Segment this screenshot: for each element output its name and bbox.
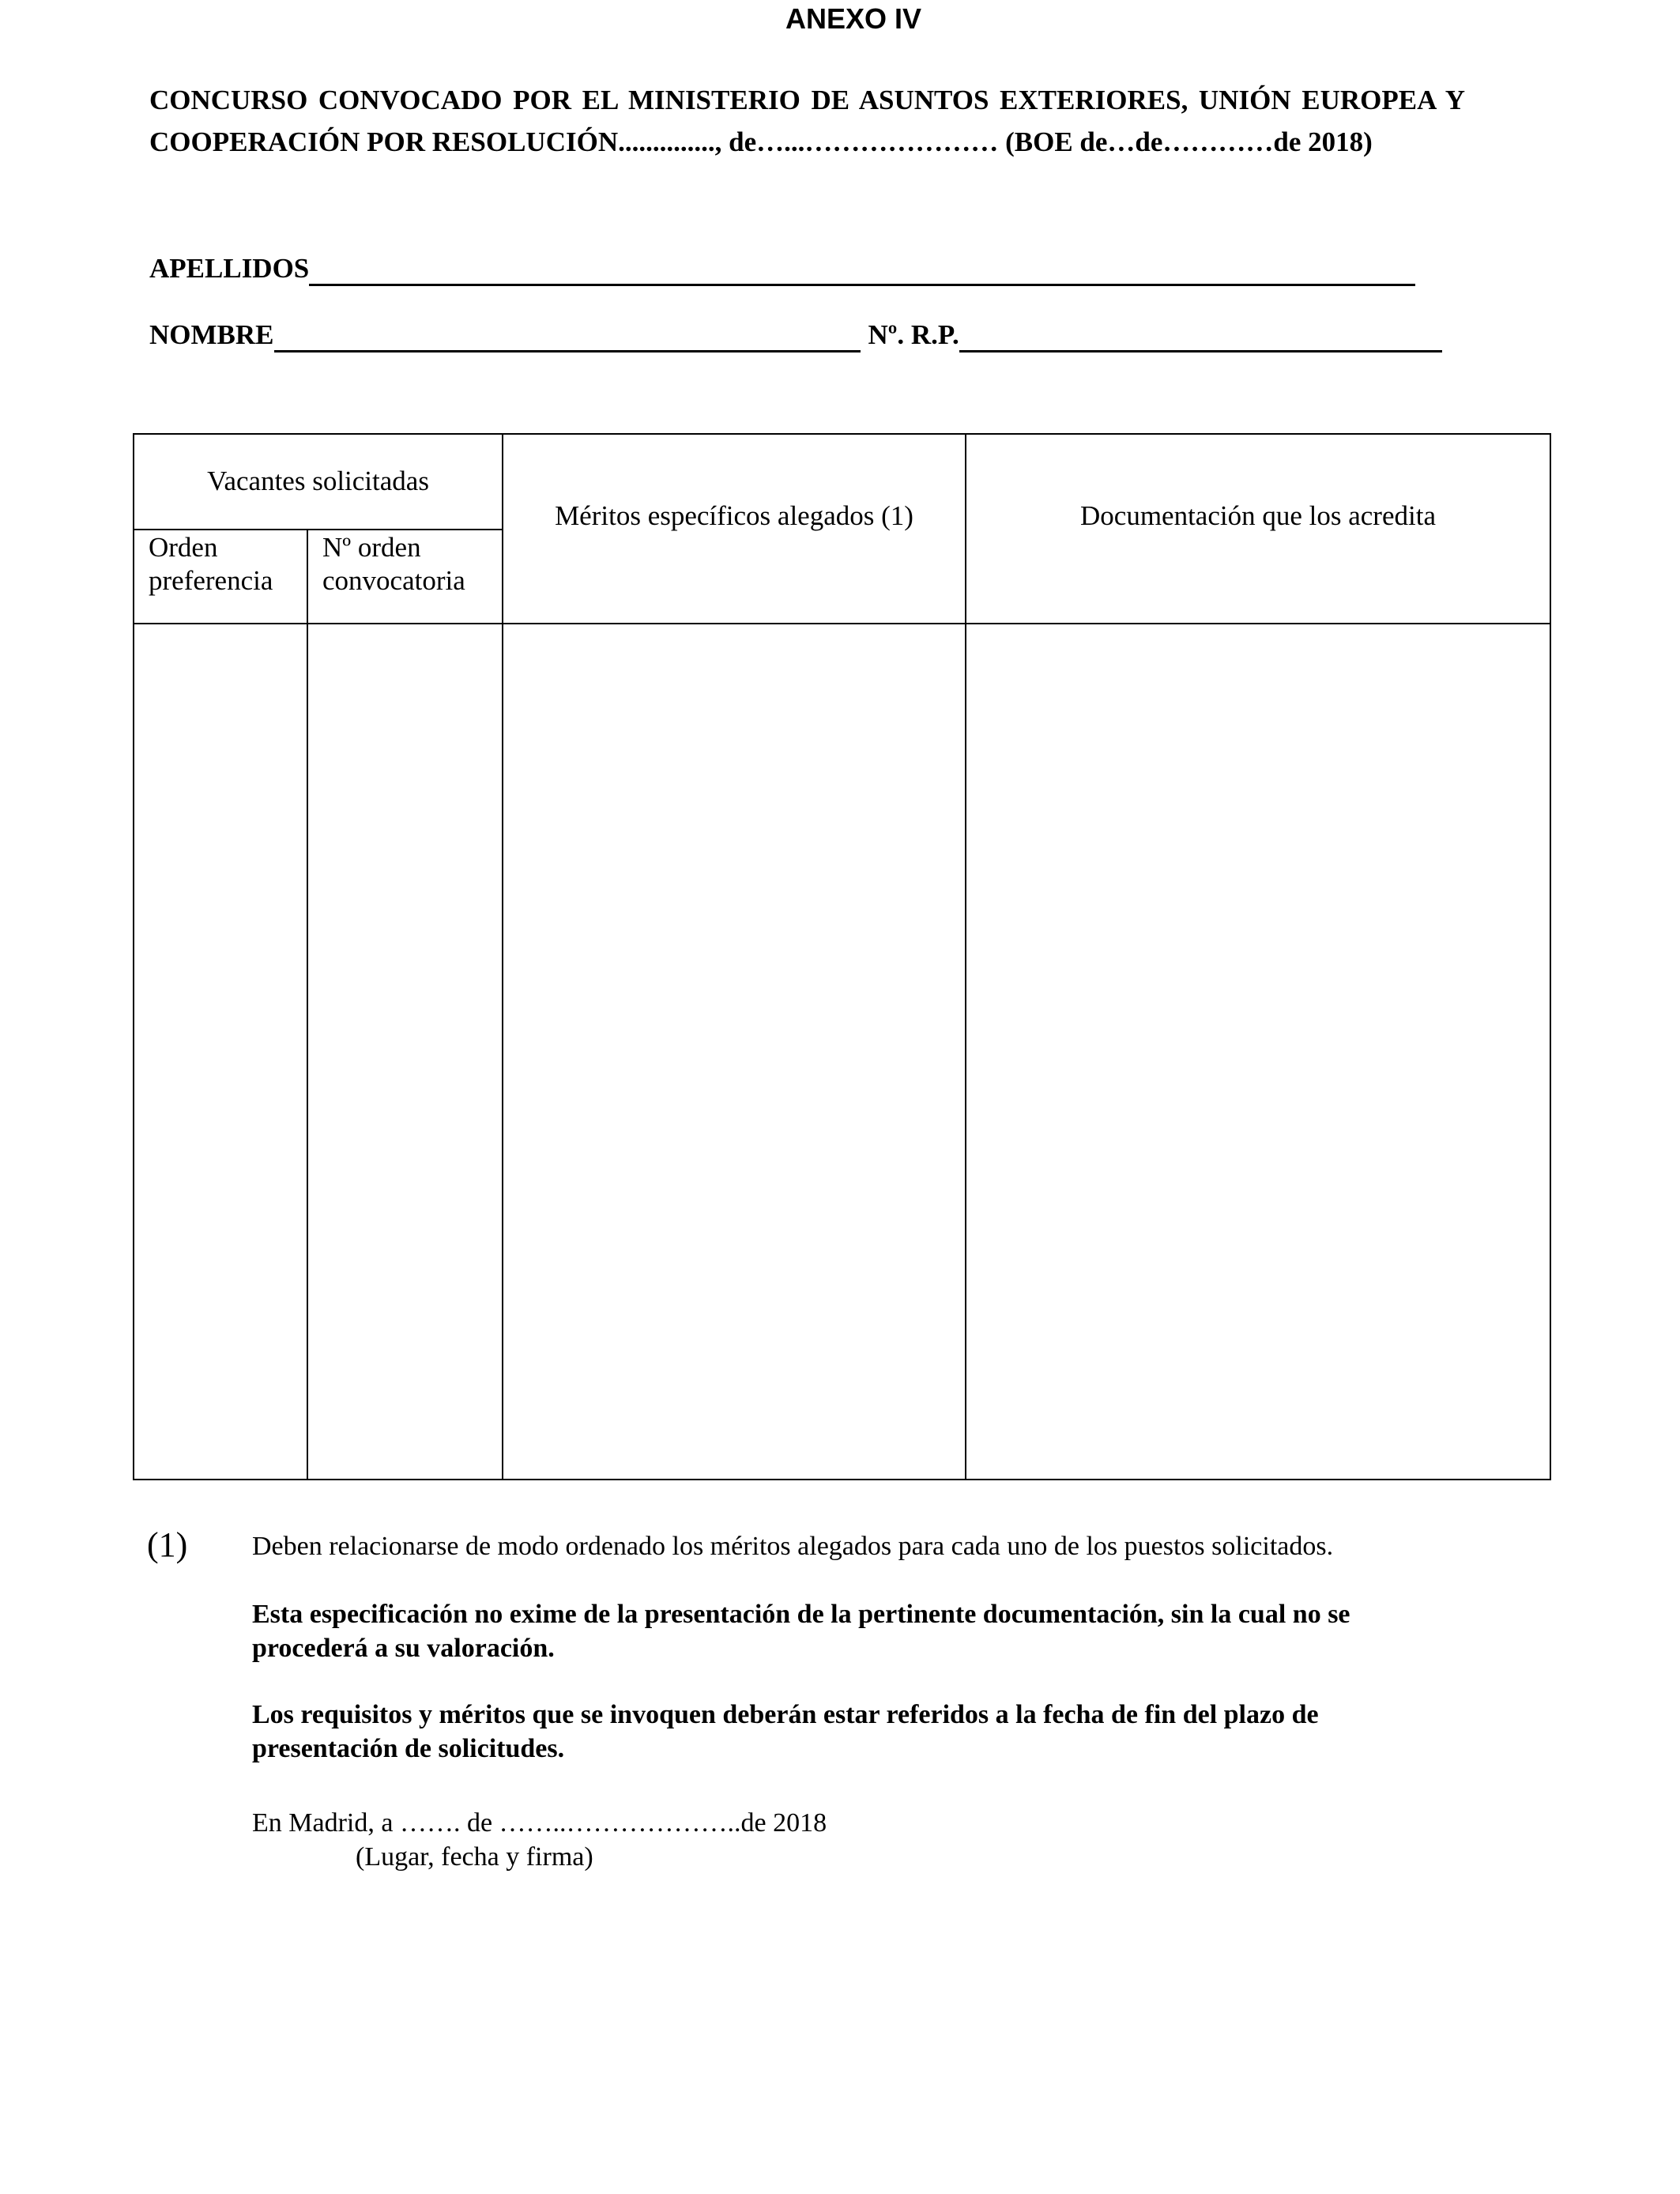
footnote-note-3: Los requisitos y méritos que se invoquen deberán estar referidos a la fecha de fin del plazo de presentación de solicitudes.: [252, 1700, 1319, 1763]
signature-caption: (Lugar, fecha y firma): [356, 1842, 593, 1872]
group-header-vacantes: Vacantes solicitadas: [207, 466, 429, 496]
header-meritos: Méritos específicos alegados (1): [555, 500, 913, 531]
annex-title: ANEXO IV: [785, 2, 922, 35]
cell-documentacion[interactable]: [966, 624, 1550, 1479]
header-numero-line1: Nº orden: [322, 532, 421, 563]
nombre-blank-line[interactable]: [274, 323, 861, 352]
header-documentacion: Documentación que los acredita: [1080, 500, 1436, 531]
header-numero-orden: [322, 531, 500, 598]
contest-header: CONCURSO CONVOCADO POR EL MINISTERIO DE ASUNTOS EXTERIORES, UNIÓN EUROPEA Y COOPERACIÓN POR RESOLUCIÓN.............., de…...………………… (BOE de…de…………de 2018): [149, 85, 1465, 157]
merits-table: [133, 433, 1551, 1480]
footnote-note-1: Deben relacionarse de modo ordenado los méritos alegados para cada uno de los puestos solicitados.: [252, 1532, 1334, 1561]
apellidos-blank-line[interactable]: [309, 257, 1415, 286]
header-numero-line2: convocatoria: [322, 565, 465, 596]
apellidos-field[interactable]: [149, 251, 1415, 286]
cell-numero-orden[interactable]: [308, 624, 502, 1479]
nombre-row: [149, 318, 1442, 352]
header-orden-line2: preferencia: [149, 565, 273, 596]
header-orden-line1: Orden: [149, 532, 218, 563]
signature-line: En Madrid, a ……. de ……..………………..de 2018: [252, 1808, 827, 1838]
apellidos-label: APELLIDOS: [149, 253, 310, 284]
cell-meritos[interactable]: [503, 624, 965, 1479]
nombre-label: NOMBRE: [149, 319, 274, 350]
footnote-marker: (1): [147, 1525, 188, 1564]
footnote-note-2: Esta especificación no exime de la presentación de la pertinente documentación, sin la cual no se procederá a su valoración.: [252, 1600, 1350, 1663]
nrp-label: Nº. R.P.: [868, 319, 959, 350]
header-orden-preferencia: [149, 531, 303, 598]
group-header-divider: [134, 529, 502, 530]
nrp-blank-line[interactable]: [959, 323, 1442, 352]
cell-orden-preferencia[interactable]: [134, 624, 307, 1479]
